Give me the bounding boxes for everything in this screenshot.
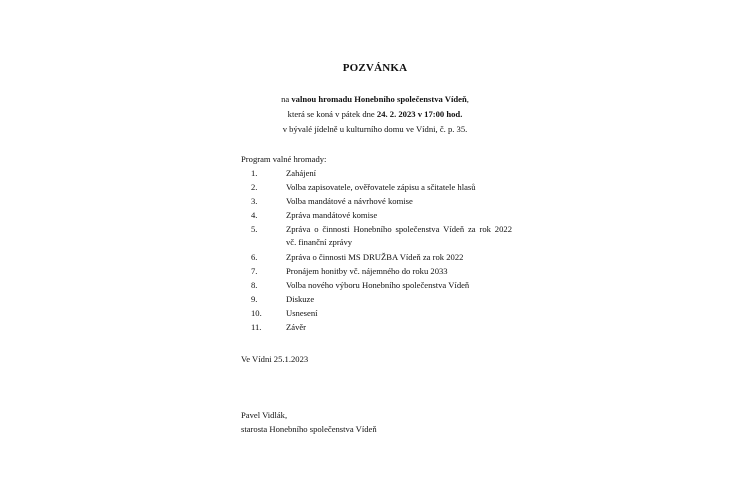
document-title: POZVÁNKA	[342, 62, 408, 74]
program-item-number: 11.	[251, 322, 262, 332]
program-item-text-continuation: vč. finanční zprávy	[286, 237, 353, 247]
program-item-text: Zahájení	[286, 168, 317, 178]
program-item-number: 10.	[251, 308, 262, 318]
program-item-text: Zpráva o činnosti Honebního společenstva Vídeň za rok 2022	[286, 224, 512, 234]
program-item-number: 6.	[251, 252, 258, 262]
intro-line-1-prefix: na	[281, 94, 292, 104]
program-item-number: 1.	[251, 168, 258, 178]
program-item-number: 8.	[251, 280, 258, 290]
program-item-text: Volba nového výboru Honebního společenstva Vídeň	[286, 280, 470, 290]
program-item-text: Závěr	[286, 322, 307, 332]
program-item-text: Usnesení	[286, 308, 318, 318]
intro-line-3: v bývalé jídelně u kulturního domu ve Vídni, č. p. 35.	[282, 124, 468, 134]
intro-line-2-bold: 24. 2. 2023 v 17:00 hod.	[376, 109, 463, 119]
intro-line-2	[0, 108, 750, 120]
program-item-number: 7.	[251, 266, 258, 276]
signature-role: starosta Honebního společenstva Vídeň	[241, 424, 377, 434]
program-item-number: 2.	[251, 182, 258, 192]
program-item-text: Diskuze	[286, 294, 315, 304]
intro-line-1	[0, 93, 750, 105]
intro-line-1-bold: valnou hromadu Honebního společenstva Vídeň	[291, 94, 467, 104]
program-item-text: Pronájem honitby vč. nájemného do roku 2033	[286, 266, 448, 276]
program-item-number: 5.	[251, 224, 258, 234]
program-item-number: 3.	[251, 196, 258, 206]
program-item-number: 4.	[251, 210, 258, 220]
date-line: Ve Vídni 25.1.2023	[241, 354, 309, 364]
program-item-number: 9.	[251, 294, 258, 304]
signature-name: Pavel Vidlák,	[241, 410, 288, 420]
intro-line-2-prefix: která se koná v pátek dne	[287, 109, 377, 119]
program-item-text: Volba mandátové a návrhové komise	[286, 196, 413, 206]
intro-line-1-suffix: ,	[466, 94, 469, 104]
program-item-text: Volba zapisovatele, ověřovatele zápisu a sčitatele hlasů	[286, 182, 476, 192]
program-heading: Program valné hromady:	[241, 154, 327, 164]
program-item-text: Zpráva o činnosti MS DRUŽBA Vídeň za rok 2022	[286, 252, 464, 262]
program-item-text: Zpráva mandátové komise	[286, 210, 378, 220]
